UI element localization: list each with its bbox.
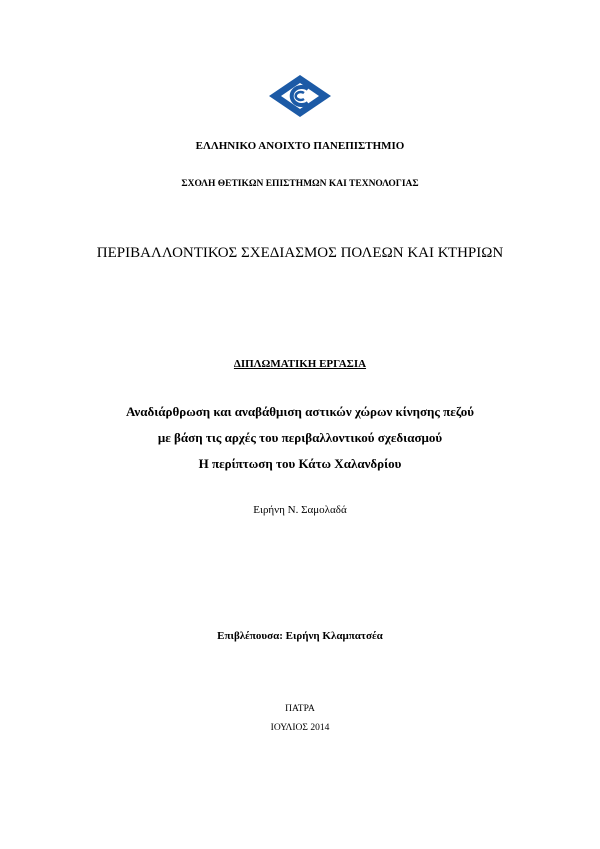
thesis-title-line: με βάση τις αρχές του περιβαλλοντικού σχεδιασμού: [157, 430, 443, 445]
date-label: ΙΟΥΛΙΟΣ 2014: [270, 723, 330, 733]
supervisor-name: Επιβλέπουσα: Ειρήνη Κλαμπατσέα: [217, 630, 383, 642]
university-name: ΕΛΛΗΝΙΚΟ ΑΝΟΙΧΤΟ ΠΑΝΕΠΙΣΤΗΜΙΟ: [195, 140, 405, 152]
thesis-title-line: Αναδιάρθρωση και αναβάθμιση αστικών χώρων κίνησης πεζού: [126, 404, 474, 419]
university-logo-icon: [268, 74, 332, 118]
city-label: ΠΑΤΡΑ: [285, 704, 315, 714]
thesis-type-heading: ΔΙΠΛΩΜΑΤΙΚΗ ΕΡΓΑΣΙΑ: [233, 358, 367, 370]
author-name: Ειρήνη Ν. Σαμολαδά: [253, 504, 347, 516]
thesis-title-line: Η περίπτωση του Κάτω Χαλανδρίου: [198, 456, 402, 471]
school-name: ΣΧΟΛΗ ΘΕΤΙΚΩΝ ΕΠΙΣΤΗΜΩΝ ΚΑΙ ΤΕΧΝΟΛΟΓΙΑΣ: [181, 179, 419, 189]
program-name: ΠΕΡΙΒΑΛΛΟΝΤΙΚΟΣ ΣΧΕΔΙΑΣΜΟΣ ΠΟΛΕΩΝ ΚΑΙ ΚΤΗΡΙΩΝ: [96, 245, 504, 261]
